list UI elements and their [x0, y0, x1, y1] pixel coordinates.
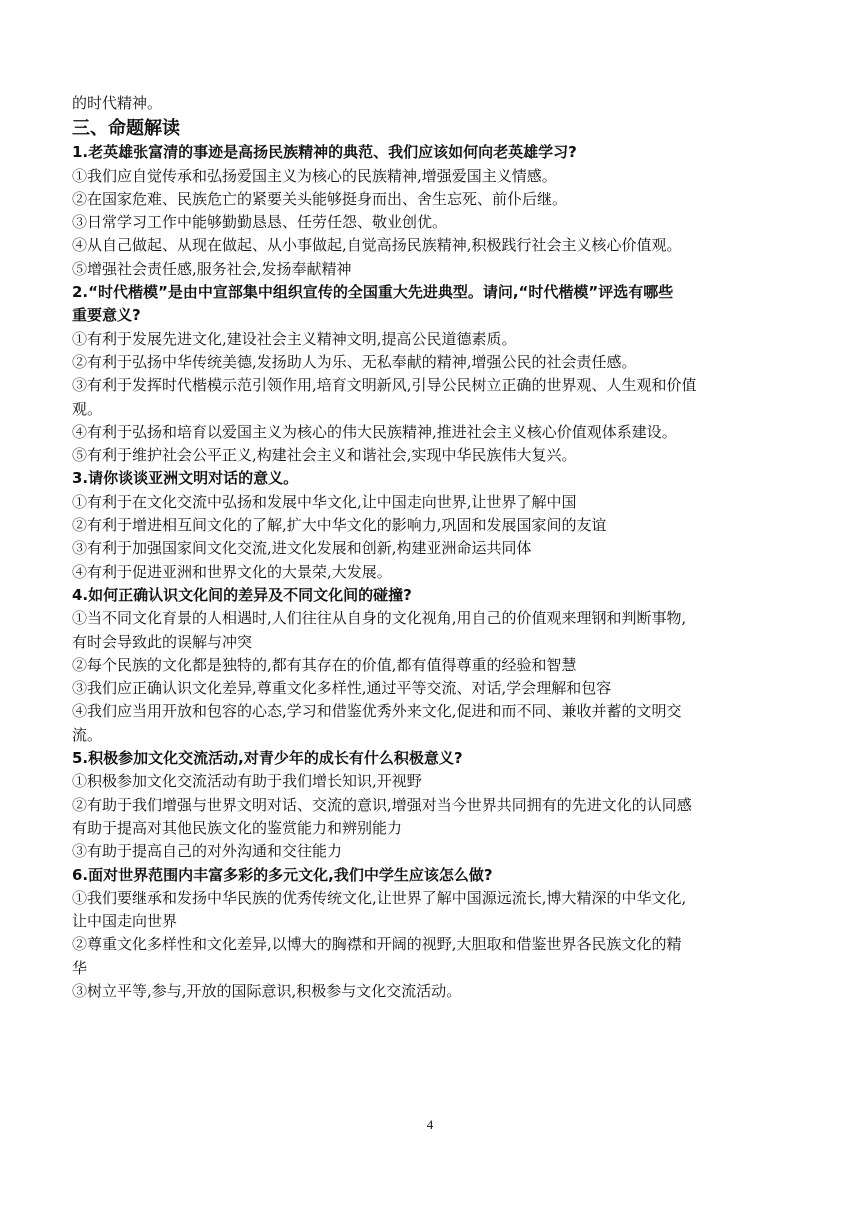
answer-line: ②每个民族的文化都是独特的,都有其存在的价值,都有值得尊重的经验和智慧 [72, 655, 577, 674]
answer-line: 流。 [72, 725, 103, 744]
answer-line: ②在国家危难、民族危亡的紧要关头能够挺身而出、舍生忘死、前仆后继。 [72, 189, 568, 208]
answer-line: ②有助于我们增强与世界文明对话、交流的意识,增强对当今世界共同拥有的先进文化的认同感 [72, 795, 692, 814]
answer-line: ④有利于弘扬和培育以爱国主义为核心的伟大民族精神,推进社会主义核心价值观体系建设。 [72, 422, 677, 441]
answer-line: 观。 [72, 399, 103, 418]
answer-line: ②有利于增进相互间文化的了解,扩大中华文化的影响力,巩固和发展国家间的友谊 [72, 516, 607, 535]
answer-line: ①有利于在文化交流中弘扬和发展中华文化,让中国走向世界,让世界了解中国 [72, 492, 577, 511]
answer-line: 有时会导致此的误解与冲突 [72, 632, 253, 651]
page-number: 4 [426, 1117, 434, 1132]
answer-line: ①我们要继承和发扬中华民族的优秀传统文化,让世界了解中国源远流长,博大精深的中华文化, [72, 888, 687, 907]
answer-line: 有助于提高对其他民族文化的鉴赏能力和辨别能力 [72, 818, 403, 837]
answer-line: ③日常学习工作中能够勤勤恳恳、任劳任怨、敬业创优。 [72, 213, 448, 232]
answer-line: ①有利于发展先进文化,建设社会主义精神文明,提高公民道德素质。 [72, 329, 517, 348]
answer-line: ③有利于加强国家间文化交流,进文化发展和创新,构建亚洲命运共同体 [72, 539, 532, 558]
question-1-title: 1.老英雄张富清的事迹是高扬民族精神的典范、我们应该如何向老英雄学习? [72, 143, 577, 162]
question-3-title: 3.请你谈谈亚洲文明对话的意义。 [72, 469, 299, 488]
question-5-title: 5.积极参加文化交流活动,对青少年的成长有什么积极意义? [72, 749, 463, 768]
answer-line: ②有利于弘扬中华传统美德,发扬助人为乐、无私奉献的精神,增强公民的社会责任感。 [72, 352, 637, 371]
answer-line: ①我们应自觉传承和弘扬爱国主义为核心的民族精神,增强爱国主义情感。 [72, 166, 557, 185]
answer-line: 华 [72, 958, 88, 977]
answer-line: ④有利于促进亚洲和世界文化的大景荣,大发展。 [72, 562, 392, 581]
intro-tail: 的时代精神。 [72, 94, 163, 112]
question-4-title: 4.如何正确认识文化间的差异及不同文化间的碰撞? [72, 585, 412, 604]
question-2-title-cont: 重要意义? [72, 306, 141, 325]
answer-line: ③有利于发挥时代楷模示范引领作用,培育文明新风,引导公民树立正确的世界观、人生观和价值 [72, 376, 697, 395]
answer-line: 让中国走向世界 [72, 912, 178, 931]
section-title: 三、命题解读 [72, 118, 180, 140]
answer-line: ③树立平等,参与,开放的国际意识,积极参与文化交流活动。 [72, 981, 462, 1000]
answer-line: ①当不同文化育景的人相遇时,人们往往从自身的文化视角,用自己的价值观来理钢和判断事物, [72, 609, 687, 628]
answer-line: ③有助于提高自己的对外沟通和交往能力 [72, 842, 343, 861]
answer-line: ⑤有利于维护社会公平正义,构建社会主义和谐社会,实现中华民族伟大复兴。 [72, 446, 577, 465]
answer-line: ④我们应当用开放和包容的心态,学习和借鉴优秀外来文化,促进和而不同、兼收并蓄的文明交 [72, 702, 682, 721]
question-6-title: 6.面对世界范围内丰富多彩的多元文化,我们中学生应该怎么做? [72, 865, 493, 884]
document-page [72, 92, 802, 1003]
answer-line: ②尊重文化多样性和文化差异,以博大的胸襟和开阔的视野,大胆取和借鉴世界各民族文化的精 [72, 935, 682, 954]
answer-line: ③我们应正确认识文化差异,尊重文化多样性,通过平等交流、对话,学会理解和包容 [72, 679, 612, 698]
answer-line: ④从自己做起、从现在做起、从小事做起,自觉高扬民族精神,积极践行社会主义核心价值观。 [72, 236, 682, 255]
answer-line: ①积极参加文化交流活动有助于我们增长知识,开视野 [72, 772, 422, 791]
answer-line: ⑤增强社会责任感,服务社会,发扬奉献精神 [72, 259, 352, 278]
question-2-title: 2.“时代楷模”是由中宣部集中组织宣传的全国重大先进典型。请问,“时代楷模”评选有哪些 [72, 283, 674, 302]
